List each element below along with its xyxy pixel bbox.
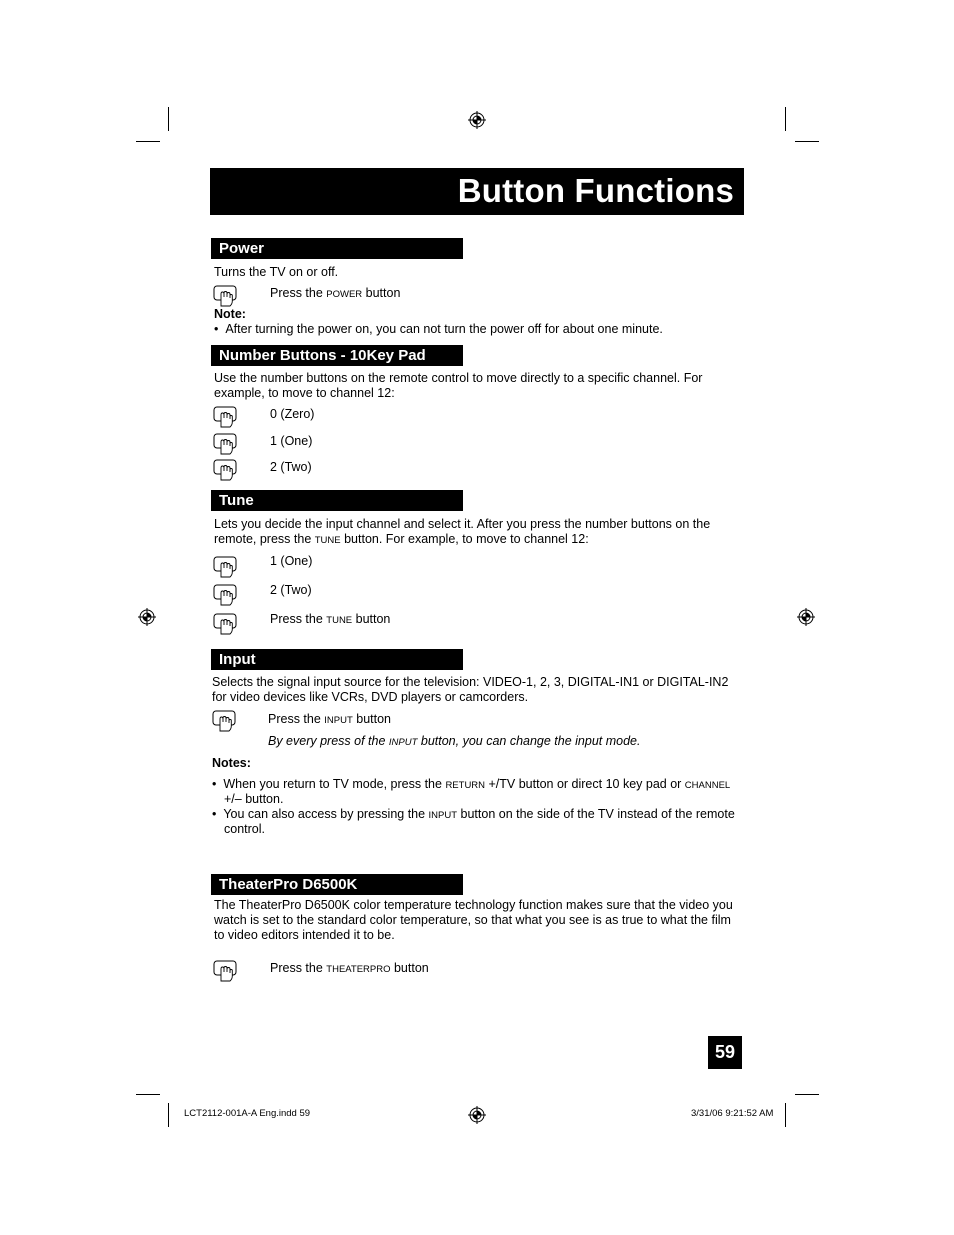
power-note bbox=[214, 322, 663, 337]
step-text: Press the bbox=[270, 612, 327, 626]
footer-timestamp: 3/31/06 9:21:52 AM bbox=[691, 1108, 774, 1119]
note-text: button on the side of the TV instead of the remote bbox=[457, 807, 735, 821]
input-note-2 bbox=[212, 807, 735, 823]
key-name: INPUT bbox=[324, 715, 353, 726]
number-step: 2 (Two) bbox=[270, 460, 312, 474]
crop-mark bbox=[785, 107, 786, 131]
step-text: button bbox=[362, 286, 401, 300]
section-heading-input: Input bbox=[211, 649, 463, 670]
note-label: Note: bbox=[214, 307, 246, 321]
input-description-line1: Selects the signal input source for the television: VIDEO-1, 2, 3, DIGITAL-IN1 or DIGITAL-IN2 bbox=[212, 675, 729, 689]
key-name: TUNE bbox=[326, 615, 353, 626]
step-text: Press the bbox=[268, 712, 325, 726]
section-heading-power: Power bbox=[211, 238, 463, 259]
key-name: INPUT bbox=[388, 737, 418, 748]
number-description-line1: Use the number buttons on the remote control to move directly to a specific channel. For bbox=[214, 371, 703, 385]
bullet: • bbox=[212, 807, 224, 821]
bullet: • bbox=[214, 322, 226, 336]
registration-mark-icon bbox=[138, 608, 156, 626]
hand-press-icon bbox=[213, 406, 237, 428]
notes-label: Notes: bbox=[212, 756, 251, 770]
input-italic-note bbox=[268, 734, 640, 750]
input-step bbox=[268, 712, 391, 728]
input-note-1-line2: +/– button. bbox=[224, 792, 284, 806]
note-text: +/TV button or direct 10 key pad or bbox=[485, 777, 685, 791]
hand-press-icon bbox=[213, 960, 237, 982]
note-text: After turning the power on, you can not turn the power off for about one minute. bbox=[225, 322, 663, 336]
theaterpro-step bbox=[270, 961, 429, 977]
key-name: INPUT bbox=[428, 810, 458, 821]
number-step: 0 (Zero) bbox=[270, 407, 315, 421]
note-text: When you return to TV mode, press the bbox=[223, 777, 446, 791]
tune-step-press bbox=[270, 612, 390, 628]
page-title-bar bbox=[210, 168, 744, 215]
tune-step: 2 (Two) bbox=[270, 583, 312, 597]
tune-step: 1 (One) bbox=[270, 554, 313, 568]
registration-mark-icon bbox=[797, 608, 815, 626]
bullet: • bbox=[212, 777, 224, 791]
power-description: Turns the TV on or off. bbox=[214, 265, 339, 279]
hand-press-icon bbox=[213, 433, 237, 455]
hand-press-icon bbox=[213, 556, 237, 578]
key-name: POWER bbox=[326, 289, 363, 300]
page-title: Button Functions bbox=[457, 172, 734, 209]
step-text: Press the bbox=[270, 961, 327, 975]
hand-press-icon bbox=[213, 285, 237, 307]
crop-mark bbox=[795, 1094, 819, 1095]
number-step: 1 (One) bbox=[270, 434, 313, 448]
crop-mark bbox=[168, 1103, 169, 1127]
crop-mark bbox=[168, 107, 169, 131]
desc-text: remote, press the bbox=[214, 532, 315, 546]
hand-press-icon bbox=[213, 584, 237, 606]
crop-mark bbox=[795, 141, 819, 142]
hand-press-icon bbox=[213, 613, 237, 635]
power-step bbox=[270, 286, 400, 302]
step-text: Press the bbox=[270, 286, 327, 300]
theaterpro-description-line1: The TheaterPro D6500K color temperature technology function makes sure that the video you bbox=[214, 898, 733, 912]
key-name: RETURN bbox=[445, 780, 486, 791]
registration-mark-icon bbox=[468, 111, 486, 129]
note-text: You can also access by pressing the bbox=[223, 807, 429, 821]
crop-mark bbox=[785, 1103, 786, 1127]
input-note-1 bbox=[212, 777, 730, 793]
italic-text: button, you can change the input mode. bbox=[417, 734, 641, 748]
hand-press-icon bbox=[213, 459, 237, 481]
key-name: CHANNEL bbox=[684, 780, 731, 791]
theaterpro-description-line3: to video editors intended it to be. bbox=[214, 928, 395, 942]
desc-text: button. For example, to move to channel 12: bbox=[340, 532, 589, 546]
key-name: THEATERPRO bbox=[326, 964, 391, 975]
section-heading-tune: Tune bbox=[211, 490, 463, 511]
step-text: button bbox=[390, 961, 429, 975]
registration-mark-icon bbox=[468, 1106, 486, 1124]
step-text: button bbox=[352, 712, 392, 726]
crop-mark bbox=[136, 1094, 160, 1095]
section-heading-number-buttons: Number Buttons - 10Key Pad bbox=[211, 345, 463, 366]
step-text: button bbox=[352, 612, 391, 626]
italic-text: By every press of the bbox=[268, 734, 389, 748]
hand-press-icon bbox=[212, 710, 236, 732]
input-description-line2: for video devices like VCRs, DVD players or camcorders. bbox=[212, 690, 529, 704]
footer-file-name: LCT2112-001A-A Eng.indd 59 bbox=[184, 1108, 311, 1119]
section-heading-theaterpro: TheaterPro D6500K bbox=[211, 874, 463, 895]
number-description-line2: example, to move to channel 12: bbox=[214, 386, 395, 400]
key-name: TUNE bbox=[314, 535, 341, 546]
input-note-2-line2: control. bbox=[224, 822, 265, 836]
crop-mark bbox=[136, 141, 160, 142]
theaterpro-description-line2: watch is set to the standard color temperature, so that what you see is as true to what the film bbox=[214, 913, 731, 927]
page-number: 59 bbox=[708, 1036, 742, 1069]
tune-description-line1: Lets you decide the input channel and select it. After you press the number buttons on the bbox=[214, 517, 711, 531]
tune-description-line2 bbox=[214, 532, 589, 548]
